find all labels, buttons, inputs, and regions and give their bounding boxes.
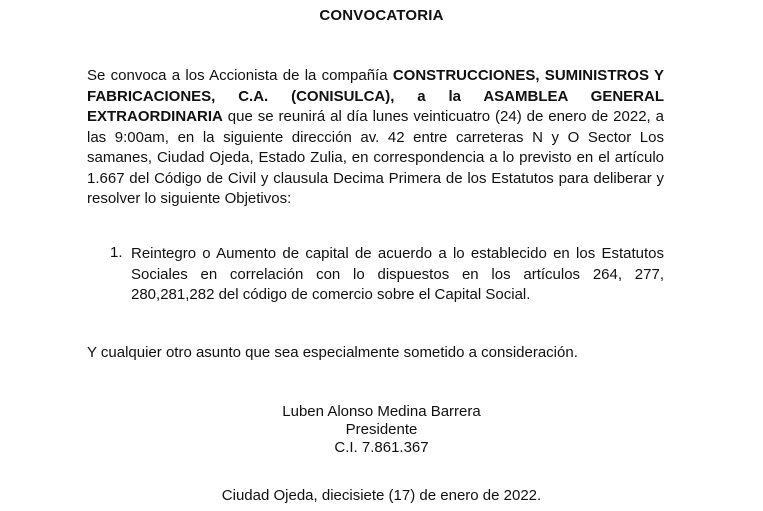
closing-sentence: Y cualquier otro asunto que sea especialmente sometido a consideración. [87, 344, 578, 361]
signatory-name: Luben Alonso Medina Barrera [282, 403, 481, 420]
objective-number: 1. [110, 244, 123, 261]
intro-text: Se convoca a los Accionista de la compañía [87, 67, 393, 84]
objective-text: Reintegro o Aumento de capital de acuerdo a lo establecido en los Estatutos Sociales en correlación con lo dispuestos en los artículos 264, 277, 280,281,282 del código de comercio sobre el Capital Social. [131, 245, 664, 303]
document-title: CONVOCATORIA [319, 7, 444, 24]
company-and-assembly-name: CONSTRUCCIONES, SUMINISTROS Y FABRICACIONES, C.A. (CONISULCA), a la ASAMBLEA GENERAL EXTRAORDINARIA [87, 67, 665, 125]
intro-paragraph [87, 66, 664, 210]
date-line: Ciudad Ojeda, diecisiete (17) de enero de 2022. [221, 487, 542, 504]
intro-details: que se reunirá al día lunes veinticuatro (24) de enero de 2022, a las 9:00am, en la siguiente dirección av. 42 entre carreteras N y O Sector Los samanes, Ciudad Ojeda, Estado Zulia, en correspondencia a lo previsto en el artículo 1.667 del Código de Civil y clausula Decima Primera de los Estatutos para deliberar y resolver lo siguiente Objetivos: [87, 108, 664, 207]
signatory-id: C.I. 7.861.367 [334, 439, 429, 456]
signatory-role: Presidente [345, 421, 418, 438]
